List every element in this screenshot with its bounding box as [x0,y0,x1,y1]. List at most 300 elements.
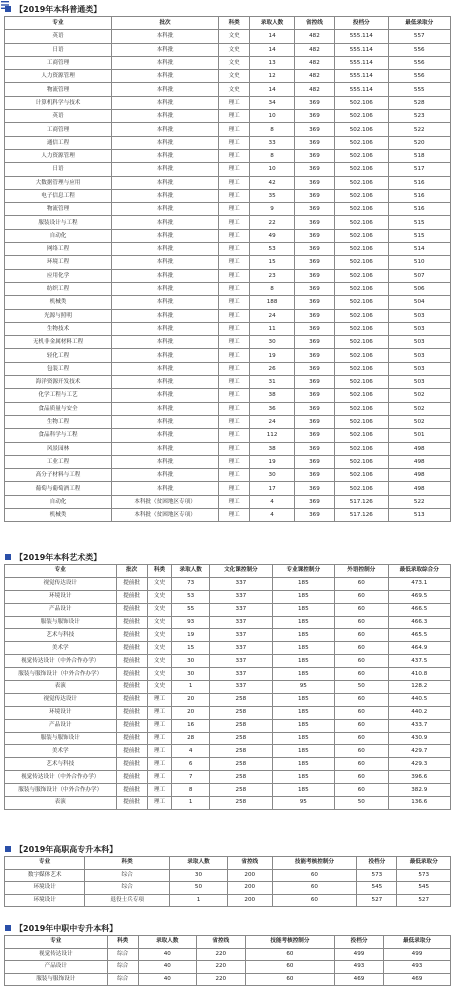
table-cell: 本科批 [112,83,219,96]
table-cell: 555.114 [335,83,389,96]
table-cell: 化学工程与工艺 [5,389,112,402]
table-cell: 15 [250,256,295,269]
table-cell: 429.7 [388,745,450,758]
table-cell: 1 [170,894,228,907]
section-vocational-college [4,842,451,907]
table-cell: 185 [272,642,334,655]
table-cell: 556 [388,43,450,56]
table-cell: 185 [272,668,334,681]
table-cell: 本科批 [112,402,219,415]
table-cell: 本科批 [112,123,219,136]
table-cell: 517.126 [335,495,389,508]
table-cell: 提前批 [116,603,147,616]
table-cell: 502.106 [335,296,389,309]
table-cell: 本科批 [112,349,219,362]
table-cell: 工商管理 [5,56,112,69]
table-cell: 提前批 [116,745,147,758]
table-cell: 本科批 [112,389,219,402]
table-cell: 337 [210,668,272,681]
table-cell: 502.106 [335,362,389,375]
table-cell: 提前批 [116,681,147,694]
table-row [5,616,451,629]
table-cell: 369 [294,442,334,455]
table-cell: 本科批 [112,256,219,269]
table-row [5,189,451,202]
table-cell: 60 [335,706,389,719]
table-row [5,894,451,907]
table-cell: 60 [335,616,389,629]
table-cell: 502.106 [335,455,389,468]
table-cell: 提前批 [116,693,147,706]
section-undergrad-art [4,550,451,810]
table-cell: 人力资源管理 [5,70,112,83]
table-cell: 电子信息工程 [5,189,112,202]
table-row [5,655,451,668]
table-cell: 6 [172,758,210,771]
table-cell: 369 [294,176,334,189]
table-cell: 综合 [107,948,138,961]
table-cell: 440.2 [388,706,450,719]
table-cell: 499 [335,948,384,961]
table-cell: 185 [272,590,334,603]
table-cell: 60 [335,577,389,590]
table-cell: 53 [172,590,210,603]
table-cell: 493 [335,961,384,974]
table-cell: 185 [272,758,334,771]
table-cell: 理工 [219,123,250,136]
table-row [5,43,451,56]
table-cell: 本科批 [112,30,219,43]
column-header: 录取人数 [170,857,228,870]
table-cell: 23 [250,269,295,282]
table-row [5,30,451,43]
table-cell: 507 [388,269,450,282]
table-cell: 本科批 [112,96,219,109]
table-cell: 573 [397,869,451,882]
table-cell: 38 [250,442,295,455]
table-row [5,681,451,694]
table-cell: 369 [294,110,334,123]
table-cell: 退役士兵专项 [85,894,170,907]
table-cell: 理工 [219,455,250,468]
column-header: 专业 [5,936,108,949]
table-cell: 60 [272,894,357,907]
table-cell: 369 [294,149,334,162]
table-cell: 55 [172,603,210,616]
table-header-row [5,857,451,870]
table-row [5,732,451,745]
table-cell: 纺织工程 [5,282,112,295]
table-row [5,973,451,986]
table-cell: 369 [294,216,334,229]
table-cell: 物流管理 [5,203,112,216]
table-cell: 服装与服饰设计 [5,732,117,745]
table-cell: 本科批 [112,163,219,176]
section-marker-icon [5,554,11,560]
table-cell: 本科批 [112,269,219,282]
table-cell: 文史 [147,642,172,655]
table-cell: 502.106 [335,309,389,322]
column-header: 专业 [5,565,117,578]
table-cell: 产品设计 [5,719,117,732]
table-cell: 502.106 [335,229,389,242]
table-row [5,83,451,96]
table-cell: 11 [250,322,295,335]
table-cell: 日语 [5,163,112,176]
table-cell: 4 [250,495,295,508]
table-cell: 60 [272,869,357,882]
table-row [5,415,451,428]
table-cell: 53 [250,243,295,256]
table-cell: 理工 [219,362,250,375]
table-cell: 本科批 [112,415,219,428]
table-cell: 本科批 [112,362,219,375]
table-cell: 20 [172,693,210,706]
table-cell: 服装与服饰设计 [5,616,117,629]
table-row [5,70,451,83]
column-header: 投档分 [335,17,389,30]
table-cell: 501 [388,429,450,442]
table-cell: 369 [294,256,334,269]
table-cell: 527 [357,894,397,907]
table-cell: 本科批 [112,216,219,229]
table-cell: 视觉传达设计（中外合作办学） [5,771,117,784]
table-cell: 8 [250,123,295,136]
table-cell: 513 [388,508,450,521]
table-cell: 生物工程 [5,415,112,428]
table-cell: 369 [294,229,334,242]
table-cell: 19 [172,629,210,642]
table-cell: 理工 [219,110,250,123]
table-cell: 369 [294,123,334,136]
column-header: 录取人数 [138,936,196,949]
section-undergrad-general [4,2,451,522]
table-cell: 理工 [219,256,250,269]
table-cell: 73 [172,577,210,590]
table-cell: 514 [388,243,450,256]
table-cell: 表演 [5,797,117,810]
section-title: 【2019年中职中专升本科】 [4,921,451,935]
table-row [5,216,451,229]
table-cell: 498 [388,455,450,468]
table-cell: 工业工程 [5,455,112,468]
table-cell: 本科批 [112,149,219,162]
table-cell: 502.106 [335,269,389,282]
table-cell: 24 [250,415,295,428]
table-row [5,590,451,603]
table-cell: 555.114 [335,43,389,56]
table-cell: 520 [388,136,450,149]
table-cell: 369 [294,349,334,362]
column-header: 投档分 [335,936,384,949]
table-cell: 220 [196,961,245,974]
table-cell: 369 [294,322,334,335]
table-cell: 369 [294,243,334,256]
column-header: 专业 [5,857,85,870]
table-cell: 13 [250,56,295,69]
table-row [5,203,451,216]
table-cell: 文史 [147,577,172,590]
table-cell: 理工 [219,176,250,189]
table-cell: 理工 [147,771,172,784]
table-row [5,948,451,961]
table-cell: 文史 [219,43,250,56]
table-row [5,149,451,162]
table-cell: 220 [196,948,245,961]
table-row [5,376,451,389]
table-cell: 生物技术 [5,322,112,335]
table-cell: 369 [294,296,334,309]
table-cell: 理工 [219,349,250,362]
table-cell: 14 [250,30,295,43]
section-marker-icon [5,925,11,931]
table-cell: 提前批 [116,629,147,642]
table-cell: 视觉传达设计（中外合作办学） [5,655,117,668]
table-cell: 美术学 [5,745,117,758]
table-cell: 17 [250,482,295,495]
table-cell: 555 [388,83,450,96]
table-cell: 24 [250,309,295,322]
table-cell: 60 [245,973,334,986]
table-cell: 469 [384,973,451,986]
table-row [5,256,451,269]
table-cell: 轻化工程 [5,349,112,362]
table-row [5,577,451,590]
table-cell: 英语 [5,110,112,123]
table-row [5,269,451,282]
table-cell: 10 [250,110,295,123]
table-cell: 表演 [5,681,117,694]
table-cell: 482 [294,43,334,56]
table-cell: 515 [388,229,450,242]
table-cell: 理工 [147,719,172,732]
table-row [5,163,451,176]
table-cell: 369 [294,508,334,521]
table-cell: 40 [138,961,196,974]
table-cell: 理工 [147,706,172,719]
table-cell: 本科批（贫困地区专项） [112,495,219,508]
table-cell: 522 [388,123,450,136]
table-cell: 人力资源管理 [5,149,112,162]
table-cell: 369 [294,495,334,508]
table-cell: 369 [294,415,334,428]
table-cell: 502.106 [335,442,389,455]
table-cell: 503 [388,362,450,375]
table-row [5,56,451,69]
table-cell: 60 [245,961,334,974]
table-cell: 504 [388,296,450,309]
table-cell: 文史 [147,616,172,629]
table-cell: 服装与服饰设计（中外合作办学） [5,668,117,681]
table-cell: 40 [138,948,196,961]
table-cell: 理工 [219,429,250,442]
table-cell: 502.106 [335,349,389,362]
table-cell: 19 [250,349,295,362]
table-cell: 14 [250,43,295,56]
table-cell: 理工 [219,136,250,149]
table-cell: 提前批 [116,706,147,719]
table-cell: 545 [357,882,397,895]
table-cell: 258 [210,706,272,719]
table-cell: 528 [388,96,450,109]
table-cell: 4 [250,508,295,521]
table-cell: 理工 [219,269,250,282]
table-cell: 理工 [147,732,172,745]
table-row [5,629,451,642]
table-cell: 本科批 [112,56,219,69]
table-cell: 34 [250,96,295,109]
section-marker-icon [5,6,11,12]
table-cell: 38 [250,389,295,402]
table-cell: 环境设计 [5,894,85,907]
table-cell: 60 [335,771,389,784]
table-cell: 502.106 [335,96,389,109]
table-cell: 440.5 [388,693,450,706]
table-cell: 482 [294,30,334,43]
table-cell: 8 [172,784,210,797]
table-cell: 理工 [219,336,250,349]
table-cell: 369 [294,309,334,322]
table-cell: 369 [294,402,334,415]
table-cell: 369 [294,482,334,495]
table-cell: 502.106 [335,336,389,349]
table-cell: 502.106 [335,282,389,295]
table-cell: 26 [250,362,295,375]
table-row [5,745,451,758]
table-cell: 60 [335,693,389,706]
table-cell: 60 [335,758,389,771]
table-cell: 60 [245,948,334,961]
table-cell: 自动化 [5,495,112,508]
table-cell: 理工 [219,322,250,335]
table-cell: 136.6 [388,797,450,810]
table-cell: 提前批 [116,590,147,603]
table-cell: 本科批 [112,309,219,322]
table-row [5,176,451,189]
table-cell: 工商管理 [5,123,112,136]
table-cell: 369 [294,376,334,389]
table-cell: 93 [172,616,210,629]
table-row [5,322,451,335]
table-header-row [5,565,451,578]
table-cell: 综合 [85,882,170,895]
table-cell: 服装与服饰设计（中外合作办学） [5,784,117,797]
table-cell: 35 [250,189,295,202]
table-row [5,797,451,810]
table-cell: 60 [335,642,389,655]
table-cell: 185 [272,693,334,706]
table-cell: 30 [170,869,228,882]
table-cell: 提前批 [116,797,147,810]
table-row [5,469,451,482]
table-row [5,693,451,706]
table-cell: 文史 [147,629,172,642]
table-cell: 502 [388,389,450,402]
table-cell: 产品设计 [5,961,108,974]
section-title: 【2019年本科普通类】 [4,2,451,16]
table-cell: 185 [272,577,334,590]
table-cell: 30 [250,336,295,349]
table-cell: 503 [388,309,450,322]
table-cell: 理工 [219,163,250,176]
table-row [5,784,451,797]
table-cell: 545 [397,882,451,895]
table-cell: 视觉传达设计 [5,948,108,961]
table-cell: 理工 [147,745,172,758]
table-cell: 22 [250,216,295,229]
table-cell: 4 [172,745,210,758]
table-cell: 482 [294,56,334,69]
table-row [5,706,451,719]
table-cell: 498 [388,469,450,482]
table-cell: 提前批 [116,771,147,784]
table-cell: 文史 [219,83,250,96]
table-cell: 14 [250,83,295,96]
table-cell: 提前批 [116,642,147,655]
column-header: 最低录取综合分 [388,565,450,578]
table-cell: 文史 [147,603,172,616]
table-cell: 产品设计 [5,603,117,616]
table-cell: 369 [294,269,334,282]
table-cell: 机械类 [5,296,112,309]
table-row [5,429,451,442]
section-secondary-vocational [4,921,451,986]
table-cell: 466.5 [388,603,450,616]
table-cell: 理工 [219,508,250,521]
table-cell: 369 [294,203,334,216]
table-cell: 无机非金属材料工程 [5,336,112,349]
table-cell: 提前批 [116,758,147,771]
table-cell: 环境设计 [5,882,85,895]
table-cell: 430.9 [388,732,450,745]
table-cell: 523 [388,110,450,123]
table-cell: 469.5 [388,590,450,603]
table-cell: 提前批 [116,668,147,681]
table-cell: 510 [388,256,450,269]
table-row [5,362,451,375]
table-cell: 502.106 [335,322,389,335]
table-cell: 理工 [219,389,250,402]
table-cell: 文史 [147,590,172,603]
table-row [5,96,451,109]
table-cell: 466.3 [388,616,450,629]
table-cell: 200 [227,869,272,882]
column-header: 最低录取分 [384,936,451,949]
table-row [5,243,451,256]
table-cell: 本科批 [112,429,219,442]
table-cell: 本科批 [112,189,219,202]
table-cell: 369 [294,455,334,468]
table-cell: 33 [250,136,295,149]
table-cell: 502.106 [335,189,389,202]
table-cell: 258 [210,719,272,732]
table-cell: 60 [335,590,389,603]
table-cell: 12 [250,70,295,83]
table-cell: 337 [210,590,272,603]
table-cell: 31 [250,376,295,389]
table-cell: 本科批 [112,455,219,468]
table-cell: 本科批 [112,43,219,56]
table-cell: 理工 [219,203,250,216]
section-title: 【2019年本科艺术类】 [4,550,451,564]
table-cell: 36 [250,402,295,415]
table-cell: 369 [294,389,334,402]
table-cell: 理工 [219,309,250,322]
table-cell: 185 [272,616,334,629]
column-header: 技能考核控制分 [245,936,334,949]
table-cell: 465.5 [388,629,450,642]
table-cell: 185 [272,771,334,784]
